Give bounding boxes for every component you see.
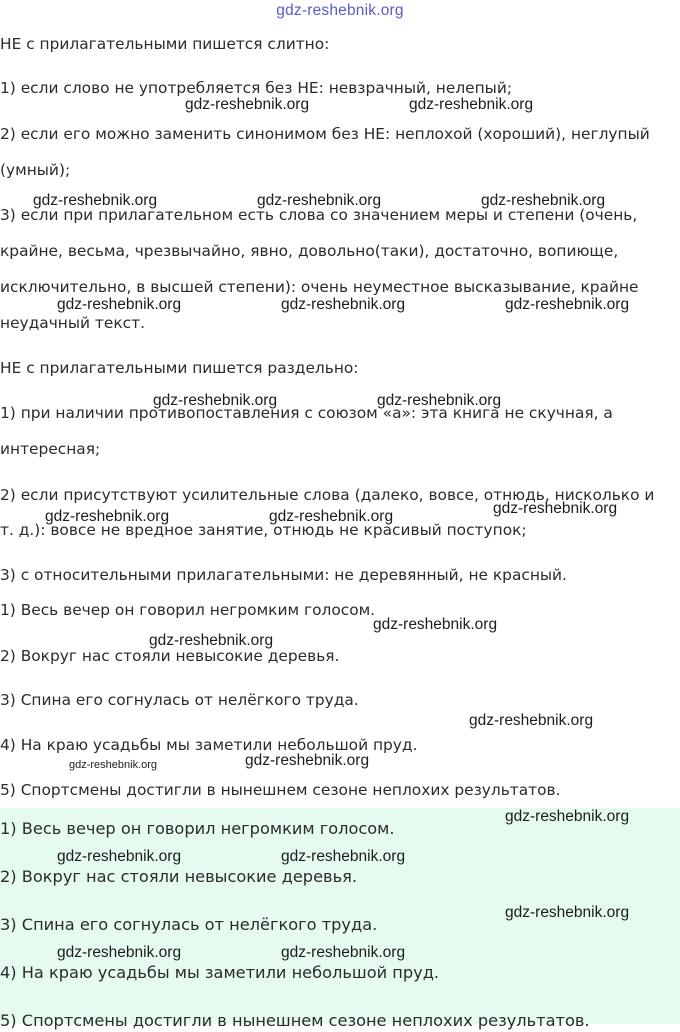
watermark-small: gdz-reshebnik.org xyxy=(69,759,158,771)
exercise-sentence: 3) Спина его согнулась от нелёгкого труда. xyxy=(0,691,359,709)
watermark: gdz-reshebnik.org xyxy=(481,192,606,209)
watermark: gdz-reshebnik.org xyxy=(185,96,310,113)
answer-sentence: 3) Спина его согнулась от нелёгкого труда. xyxy=(0,915,378,934)
watermark: gdz-reshebnik.org xyxy=(493,500,618,517)
watermark: gdz-reshebnik.org xyxy=(153,392,278,409)
watermark: gdz-reshebnik.org xyxy=(257,192,382,209)
rule-heading-joined: НЕ с прилагательными пишется слитно: xyxy=(0,35,330,53)
watermark: gdz-reshebnik.org xyxy=(57,944,182,961)
exercise-sentence: 4) На краю усадьбы мы заметили небольшой пруд. xyxy=(0,736,418,754)
watermark: gdz-reshebnik.org xyxy=(245,752,370,769)
exercise-sentence: 5) Спортсмены достигли в нынешнем сезоне неплохих результатов. xyxy=(0,781,561,799)
watermark: gdz-reshebnik.org xyxy=(505,808,630,825)
answer-sentence: 2) Вокруг нас стояли невысокие деревья. xyxy=(0,867,358,886)
watermark: gdz-reshebnik.org xyxy=(33,192,158,209)
rule-heading-separate: НЕ с прилагательными пишется раздельно: xyxy=(0,359,359,377)
exercise-sentence: 1) Весь вечер он говорил негромким голосом. xyxy=(0,601,376,619)
watermark: gdz-reshebnik.org xyxy=(281,296,406,313)
rule-line: 1) при наличии противопоставления с союзом «а»: эта книга не скучная, а xyxy=(0,404,613,422)
watermark: gdz-reshebnik.org xyxy=(269,508,394,525)
watermark: gdz-reshebnik.org xyxy=(469,712,594,729)
answer-sentence: 4) На краю усадьбы мы заметили небольшой пруд. xyxy=(0,963,440,982)
watermark: gdz-reshebnik.org xyxy=(45,508,170,525)
watermark: gdz-reshebnik.org xyxy=(281,848,406,865)
watermark: gdz-reshebnik.org xyxy=(505,904,630,921)
watermark: gdz-reshebnik.org xyxy=(505,296,630,313)
rule-line: т. д.): вовсе не вредное занятие, отнюдь не красивый поступок; xyxy=(0,521,527,539)
watermark: gdz-reshebnik.org xyxy=(373,616,498,633)
rule-line: 3) с относительными прилагательными: не деревянный, не красный. xyxy=(0,566,567,584)
rule-line: 3) если при прилагательном есть слова со значением меры и степени (очень, xyxy=(0,206,638,224)
answer-sentence: 5) Спортсмены достигли в нынешнем сезоне неплохих результатов. xyxy=(0,1011,590,1030)
watermark: gdz-reshebnik.org xyxy=(149,632,274,649)
rule-line: исключительно, в высшей степени): очень неуместное высказывание, крайне xyxy=(0,278,639,296)
rule-line: 2) если его можно заменить синонимом без НЕ: неплохой (хороший), неглупый xyxy=(0,125,650,143)
watermark: gdz-reshebnik.org xyxy=(409,96,534,113)
rule-line: 1) если слово не употребляется без НЕ: невзрачный, нелепый; xyxy=(0,79,513,97)
rule-line: неудачный текст. xyxy=(0,314,145,332)
watermark: gdz-reshebnik.org xyxy=(377,392,502,409)
rule-line: 2) если присутствуют усилительные слова (далеко, вовсе, отнюдь, нисколько и xyxy=(0,486,655,504)
watermark: gdz-reshebnik.org xyxy=(281,944,406,961)
watermark: gdz-reshebnik.org xyxy=(57,848,182,865)
watermark: gdz-reshebnik.org xyxy=(57,296,182,313)
answer-sentence: 1) Весь вечер он говорил негромким голосом. xyxy=(0,819,395,838)
rule-line: (умный); xyxy=(0,161,71,179)
watermark-top: gdz-reshebnik.org xyxy=(276,2,404,19)
exercise-sentence: 2) Вокруг нас стояли невысокие деревья. xyxy=(0,647,340,665)
rule-line: интересная; xyxy=(0,440,101,458)
rule-line: крайне, весьма, чрезвычайно, явно, довольно(таки), достаточно, вопиюще, xyxy=(0,242,619,260)
